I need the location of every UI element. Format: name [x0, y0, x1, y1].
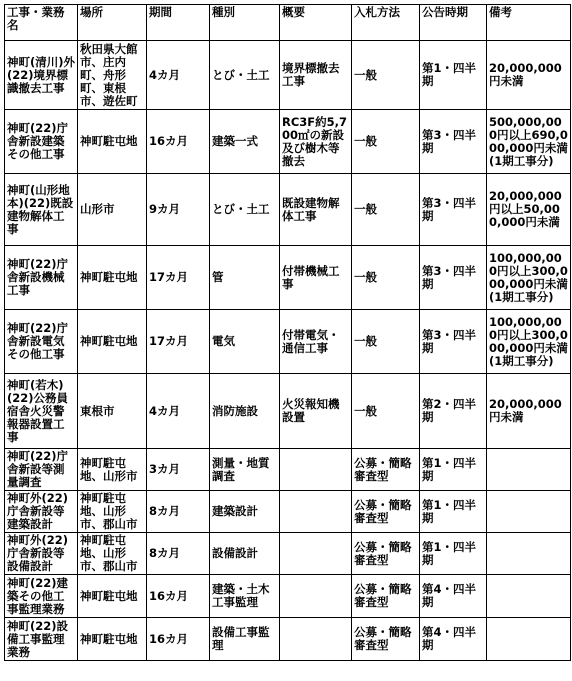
cell-category: 電気 — [210, 310, 280, 374]
cell-remarks: 100,000,000円以上300,000,000円未満(1期工事分) — [487, 310, 571, 374]
cell-period: 4カ月 — [147, 41, 210, 110]
header-period: 期間 — [147, 5, 210, 41]
cell-announce-time: 第1・四半期 — [420, 491, 487, 533]
cell-announce-time: 第4・四半期 — [420, 618, 487, 661]
cell-category: とび・土工 — [210, 174, 280, 246]
table-row — [5, 246, 571, 310]
cell-summary: 境界標撤去工事 — [280, 41, 352, 110]
cell-remarks: 100,000,000円以上300,000,000円未満(1期工事分) — [487, 246, 571, 310]
cell-bid-method: 一般 — [352, 110, 420, 174]
table-row — [5, 310, 571, 374]
construction-schedule-document — [4, 4, 571, 661]
cell-bid-method: 一般 — [352, 310, 420, 374]
cell-location: 神町駐屯地 — [78, 246, 147, 310]
cell-project-name: 神町(清川)外(22)境界標識撤去工事 — [5, 41, 78, 110]
cell-remarks — [487, 491, 571, 533]
cell-remarks — [487, 575, 571, 618]
header-summary: 概要 — [280, 5, 352, 41]
cell-announce-time: 第1・四半期 — [420, 449, 487, 491]
cell-bid-method: 公募・簡略審査型 — [352, 533, 420, 575]
cell-project-name: 神町(22)設備工事監理業務 — [5, 618, 78, 661]
cell-period: 17カ月 — [147, 310, 210, 374]
header-project-name: 工事・業務名 — [5, 5, 78, 41]
cell-period: 16カ月 — [147, 575, 210, 618]
cell-remarks: 500,000,000円以上690,000,000円未満(1期工事分) — [487, 110, 571, 174]
table-row — [5, 41, 571, 110]
cell-remarks: 20,000,000円未満 — [487, 41, 571, 110]
cell-summary — [280, 618, 352, 661]
cell-summary: 火災報知機設置 — [280, 374, 352, 449]
table-row — [5, 491, 571, 533]
cell-period: 4カ月 — [147, 374, 210, 449]
cell-project-name: 神町外(22)庁舎新設等設備設計 — [5, 533, 78, 575]
cell-project-name: 神町(22)建築その他工事監理業務 — [5, 575, 78, 618]
cell-summary — [280, 449, 352, 491]
cell-bid-method: 一般 — [352, 246, 420, 310]
cell-location: 東根市 — [78, 374, 147, 449]
cell-project-name: 神町(22)庁舎新設建築その他工事 — [5, 110, 78, 174]
table-header-row — [5, 5, 571, 41]
cell-announce-time: 第4・四半期 — [420, 575, 487, 618]
cell-remarks — [487, 618, 571, 661]
cell-period: 8カ月 — [147, 533, 210, 575]
cell-category: 設備工事監理 — [210, 618, 280, 661]
cell-location: 神町駐屯地 — [78, 618, 147, 661]
cell-project-name: 神町(22)庁舎新設機械工事 — [5, 246, 78, 310]
header-bid-method: 入札方法 — [352, 5, 420, 41]
cell-project-name: 神町(22)庁舎新設等測量調査 — [5, 449, 78, 491]
table-row — [5, 174, 571, 246]
cell-bid-method: 一般 — [352, 41, 420, 110]
cell-location: 神町駐屯地、山形市、郡山市 — [78, 491, 147, 533]
cell-summary — [280, 491, 352, 533]
cell-bid-method: 公募・簡略審査型 — [352, 491, 420, 533]
cell-announce-time: 第1・四半期 — [420, 533, 487, 575]
cell-project-name: 神町(山形地本)(22)既設建物解体工事 — [5, 174, 78, 246]
cell-remarks — [487, 449, 571, 491]
table-row — [5, 575, 571, 618]
header-announce-time: 公告時期 — [420, 5, 487, 41]
cell-remarks: 20,000,000円未満 — [487, 374, 571, 449]
header-remarks: 備考 — [487, 5, 571, 41]
cell-location: 秋田県大館市、庄内町、舟形町、東根市、遊佐町 — [78, 41, 147, 110]
cell-bid-method: 公募・簡略審査型 — [352, 618, 420, 661]
cell-location: 神町駐屯地 — [78, 575, 147, 618]
cell-announce-time: 第2・四半期 — [420, 374, 487, 449]
cell-period: 3カ月 — [147, 449, 210, 491]
cell-location: 神町駐屯地 — [78, 310, 147, 374]
cell-period: 17カ月 — [147, 246, 210, 310]
cell-summary: 既設建物解体工事 — [280, 174, 352, 246]
cell-period: 16カ月 — [147, 110, 210, 174]
projects-table — [4, 4, 571, 661]
cell-category: 消防施設 — [210, 374, 280, 449]
cell-category: 建築・土木工事監理 — [210, 575, 280, 618]
cell-project-name: 神町(22)庁舎新設電気その他工事 — [5, 310, 78, 374]
cell-remarks: 20,000,000円以上50,000,000円未満 — [487, 174, 571, 246]
cell-summary: RC3F約5,700㎡の新設及び樹木等撤去 — [280, 110, 352, 174]
cell-period: 9カ月 — [147, 174, 210, 246]
cell-category: 測量・地質調査 — [210, 449, 280, 491]
cell-remarks — [487, 533, 571, 575]
cell-location: 神町駐屯地 — [78, 110, 147, 174]
table-row — [5, 533, 571, 575]
cell-summary: 付帯電気・通信工事 — [280, 310, 352, 374]
cell-project-name: 神町外(22)庁舎新設等建築設計 — [5, 491, 78, 533]
cell-period: 16カ月 — [147, 618, 210, 661]
cell-location: 神町駐屯地、山形市、郡山市 — [78, 533, 147, 575]
table-row — [5, 449, 571, 491]
cell-location: 山形市 — [78, 174, 147, 246]
header-location: 場所 — [78, 5, 147, 41]
cell-announce-time: 第3・四半期 — [420, 246, 487, 310]
cell-project-name: 神町(若木)(22)公務員宿舎火災警報器設置工事 — [5, 374, 78, 449]
cell-category: とび・土工 — [210, 41, 280, 110]
cell-bid-method: 一般 — [352, 374, 420, 449]
cell-category: 建築一式 — [210, 110, 280, 174]
table-row — [5, 618, 571, 661]
cell-bid-method: 一般 — [352, 174, 420, 246]
cell-summary: 付帯機械工事 — [280, 246, 352, 310]
cell-period: 8カ月 — [147, 491, 210, 533]
cell-location: 神町駐屯地、山形市 — [78, 449, 147, 491]
table-row — [5, 110, 571, 174]
header-category: 種別 — [210, 5, 280, 41]
cell-category: 管 — [210, 246, 280, 310]
cell-announce-time: 第3・四半期 — [420, 310, 487, 374]
cell-bid-method: 公募・簡略審査型 — [352, 449, 420, 491]
cell-bid-method: 公募・簡略審査型 — [352, 575, 420, 618]
cell-category: 建築設計 — [210, 491, 280, 533]
table-row — [5, 374, 571, 449]
cell-announce-time: 第3・四半期 — [420, 110, 487, 174]
cell-summary — [280, 575, 352, 618]
cell-announce-time: 第3・四半期 — [420, 174, 487, 246]
cell-announce-time: 第1・四半期 — [420, 41, 487, 110]
cell-category: 設備設計 — [210, 533, 280, 575]
cell-summary — [280, 533, 352, 575]
